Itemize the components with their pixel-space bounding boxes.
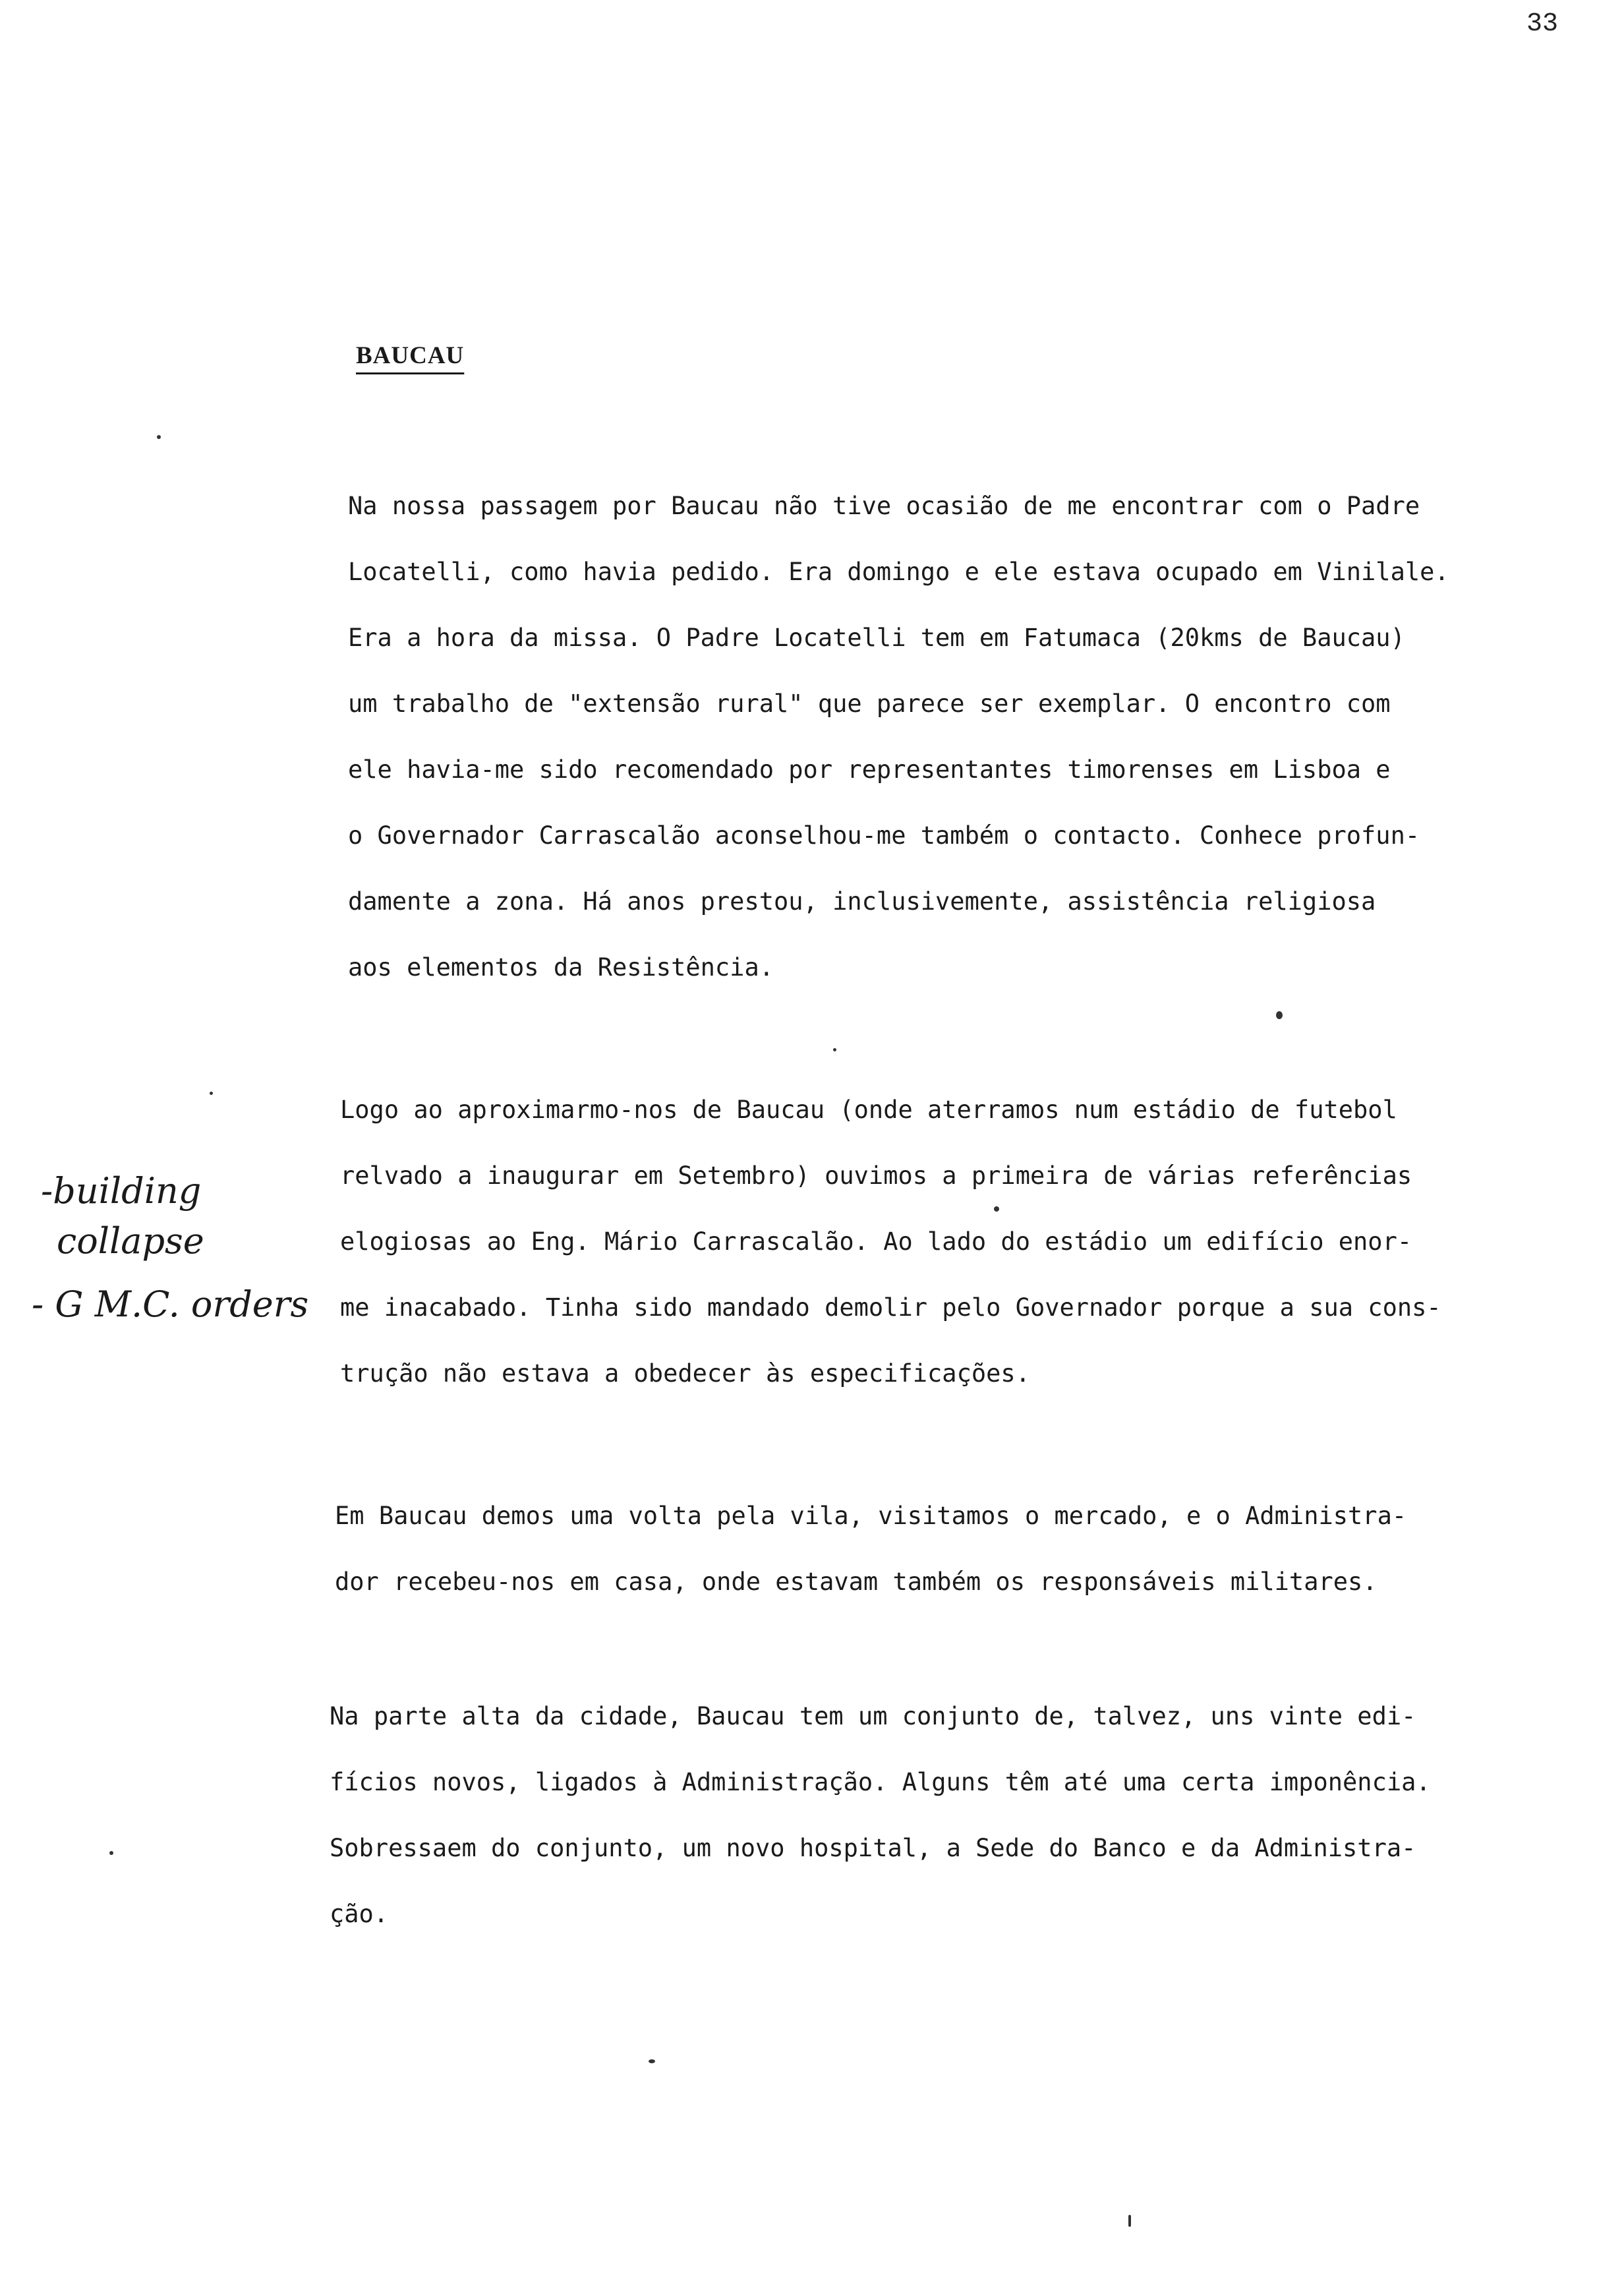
paragraph-2 (340, 1077, 1441, 1407)
scan-speck (649, 2059, 655, 2063)
scan-speck (1128, 2215, 1131, 2227)
paragraph-line: trução não estava a obedecer às especificações. (340, 1359, 1030, 1388)
paragraph-line: relvado a inaugurar em Setembro) ouvimos a primeira de várias referências (340, 1162, 1412, 1190)
paragraph-line: Era a hora da missa. O Padre Locatelli tem em Fatumaca (20kms de Baucau) (348, 624, 1405, 652)
paragraph-line: um trabalho de "extensão rural" que parece ser exemplar. O encontro com (348, 690, 1391, 718)
paragraph-line: Em Baucau demos uma volta pela vila, visitamos o mercado, e o Administra- (335, 1502, 1407, 1530)
paragraph-line: ção. (330, 1900, 389, 1928)
scan-speck (833, 1048, 836, 1051)
paragraph-line: me inacabado. Tinha sido mandado demolir pelo Governador porque a sua cons- (340, 1293, 1441, 1322)
paragraph-line: elogiosas ao Eng. Mário Carrascalão. Ao lado do estádio um edifício enor- (340, 1227, 1412, 1256)
scan-speck (109, 1851, 113, 1855)
paragraph-line: aos elementos da Resistência. (348, 953, 774, 982)
paragraph-3 (335, 1483, 1406, 1615)
paragraph-line: dor recebeu-nos em casa, onde estavam também os responsáveis militares. (335, 1568, 1378, 1596)
paragraph-line: Na parte alta da cidade, Baucau tem um conjunto de, talvez, uns vinte edi- (330, 1702, 1416, 1730)
page-number: 33 (1526, 9, 1559, 39)
section-heading: BAUCAU (356, 342, 465, 369)
paragraph-line: damente a zona. Há anos prestou, inclusivemente, assistência religiosa (348, 887, 1376, 916)
paragraph-line: Logo ao aproximarmo-nos de Baucau (onde aterramos num estádio de futebol (340, 1096, 1397, 1124)
scan-speck (994, 1206, 999, 1212)
margin-note-line: - G M.C. orders (32, 1283, 309, 1325)
paragraph-4 (330, 1684, 1431, 1947)
margin-note-line: -building (41, 1170, 202, 1212)
paragraph-line: Sobressaem do conjunto, um novo hospital, a Sede do Banco e da Administra- (330, 1834, 1416, 1862)
paragraph-line: Locatelli, como havia pedido. Era domingo e ele estava ocupado em Vinilale. (348, 558, 1449, 586)
margin-note-line: collapse (57, 1220, 204, 1262)
paragraph-line: Na nossa passagem por Baucau não tive ocasião de me encontrar com o Padre (348, 492, 1420, 520)
paragraph-line: ele havia-me sido recomendado por representantes timorenses em Lisboa e (348, 755, 1391, 784)
paragraph-line: fícios novos, ligados à Administração. Alguns têm até uma certa imponência. (330, 1768, 1431, 1796)
scan-speck (210, 1092, 213, 1095)
paragraph-line: o Governador Carrascalão aconselhou-me também o contacto. Conhece profun- (348, 821, 1420, 850)
scan-speck (1276, 1011, 1283, 1019)
scan-speck (157, 435, 161, 439)
paragraph-1 (348, 473, 1449, 1001)
